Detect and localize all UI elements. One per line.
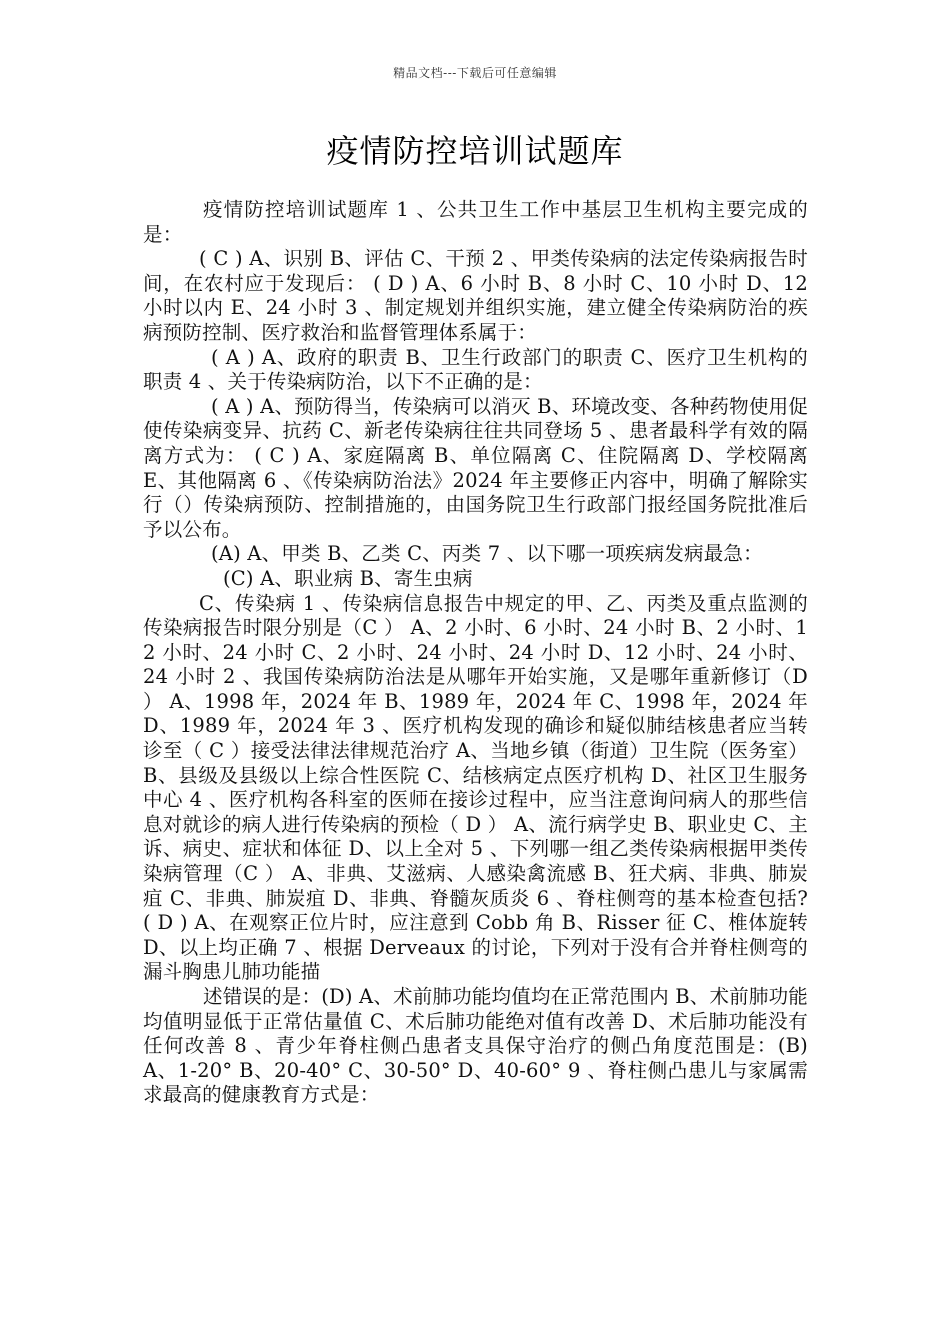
document-title: 疫情防控培训试题库: [326, 132, 624, 170]
document-header-note: 精品文档---下载后可任意编辑: [393, 66, 557, 80]
paragraph: 疫情防控培训试题库 1 、公共卫生工作中基层卫生机构主要完成的是：: [143, 198, 808, 246]
paragraph: (A) A、甲类 B、乙类 C、丙类 7 、以下哪一项疾病发病最急：: [211, 542, 763, 566]
paragraph: ( A ) A、政府的职责 B、卫生行政部门的职责 C、医疗卫生机构的职责 4 、关于传染病防治，以下不正确的是：: [143, 345, 808, 394]
paragraph: C、传染病 1 、传染病信息报告中规定的甲、乙、丙类及重点监测的传染病报告时限分别是（C ） A、2 小时、6 小时、24 小时 B、2 小时、12 小时、24 小时 C、2 小时、24 小时、24 小时 D、12 小时、24 小时、24 小时 2 、我国传染病防治法是从哪年开始实施，又是哪年重新修订（D ） A、1998 年，2024 年 B、1989 年，2024 年 C、1998 年，2024 年 D、1989 年，2024 年 3 、医疗机构发现的确诊和疑似肺结核患者应当转诊至（ C ）接受法律法律规范治疗 A、当地乡镇（街道）卫生院（医务室） B、县级及县级以上综合性医院 C、结核病定点医疗机构 D、社区卫生服务中心 4 、医疗机构各科室的医师在接诊过程中，应当注意询问病人的那些信息对就诊的病人进行传染病的预检（ D ） A、流行病学史 B、职业史 C、主诉、病史、症状和体征 D、以上全对 5 、下列哪一组乙类传染病根据甲类传染病管理（C ） A、非典、艾滋病、人感染禽流感 B、狂犬病、非典、肺炭疽 C、非典、肺炭疽 D、非典、脊髓灰质炎 6 、脊柱侧弯的基本检查包括? ( D ) A、在观察正位片时，应注意到 Cobb 角 B、Risser 征 C、椎体旋转 D、以上均正确 7 、根据 Derveaux 的讨论，下列对于没有合并脊柱侧弯的漏斗胸患儿肺功能描: [143, 591, 808, 984]
paragraph: ( A ) A、预防得当，传染病可以消灭 B、环境改变、各种药物使用促使传染病变异、抗药 C、新老传染病往往共同登场 5 、患者最科学有效的隔离方式为： ( C ) A、家庭隔离 B、单位隔离 C、住院隔离 D、学校隔离 E、其他隔离 6 、《传染病防治法》2024 年主要修正内容中，明确了解除实行（）传染病预防、控制措施的，由国务院卫生行政部门报经国务院批准后予以公布。: [143, 394, 808, 541]
paragraph: 述错误的是：(D) A、术前肺功能均值均在正常范围内 B、术前肺功能均值明显低于正常估量值 C、术后肺功能绝对值有改善 D、术后肺功能没有任何改善 8 、青少年脊柱侧凸患者支具保守治疗的侧凸角度范围是：(B) A、1-20° B、20-40° C、30-50° D、40-60° 9 、脊柱侧凸患儿与家属需求最高的健康教育方式是：: [143, 985, 808, 1107]
paragraph: (C) A、职业病 B、寄生虫病: [223, 566, 473, 590]
paragraph: ( C ) A、识别 B、评估 C、干预 2 、甲类传染病的法定传染病报告时间，在农村应于发现后： ( D ) A、6 小时 B、8 小时 C、10 小时 D、12 小时以内 E、24 小时 3 、制定规划并组织实施，建立健全传染病防治的疾病预防控制、医疗救治和监督管理体系属于：: [143, 247, 808, 344]
document-body: [143, 198, 808, 1108]
